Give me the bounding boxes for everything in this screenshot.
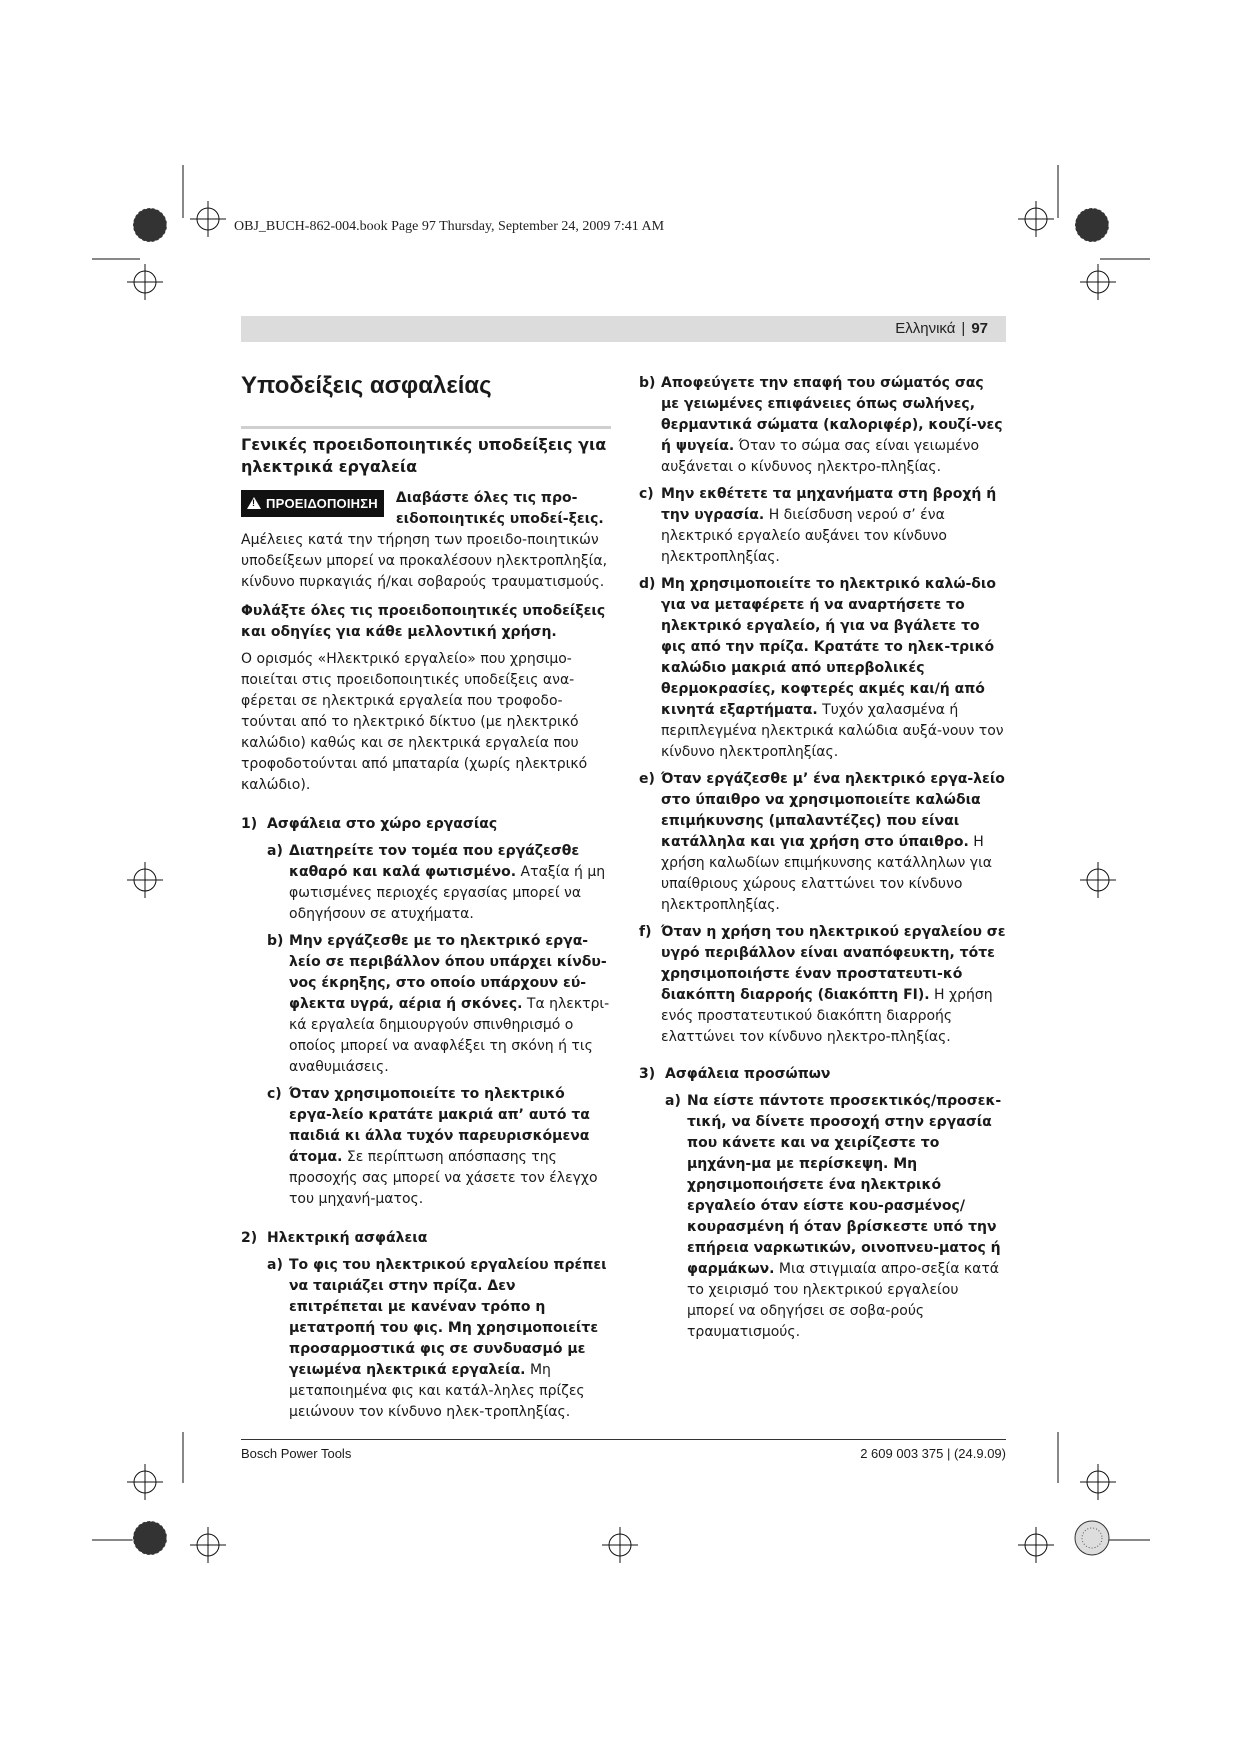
item-bold: Μη χρησιμοποιείτε το ηλεκτρικό καλώ-διο για να μεταφέρετε ή να αναρτήσετε το ηλεκτρικό εργαλείο, ή για να βγάλετε το φις από την πρίζα. Κρατάτε το ηλεκ-τρικό καλώδιο μακριά από υπερβολικές θερμοκρασίες, κοφτερές ακμές και/ή από κινητά εξαρτήματα. <box>661 576 997 718</box>
item-label: b) <box>267 933 284 949</box>
section-title: Ασφάλεια προσώπων <box>665 1066 831 1082</box>
item-label: b) <box>639 375 656 391</box>
item-text: Μη μεταποιημένα φις και κατάλ-ληλες πρίζες μειώνουν τον κίνδυνο ηλεκ-τροπληξίας. <box>289 1362 585 1420</box>
warning-badge-label: ΠΡΟΕΙΔΟΠΟΙΗΣΗ <box>266 496 378 511</box>
page-header-text <box>895 320 988 337</box>
item-label: a) <box>267 1257 283 1273</box>
item-bold: Το φις του ηλεκτρικού εργαλείου πρέπει να ταιριάζει στην πρίζα. Δεν επιτρέπεται με κανέναν τρόπο η μετατροπή του φις. Μη χρησιμοποιείτε προσαρμοστικά φις σε συνδυασμό με γειωμένα ηλεκτρικά εργαλεία. <box>289 1257 607 1378</box>
page-title: Υποδείξεις ασφαλείας <box>241 372 492 399</box>
warning-text: Αμέλειες κατά την τήρηση των προειδο-ποιητικών υποδείξεων μπορεί να προκαλέσουν ηλεκτροπληξία, κίνδυνο πυρκαγιάς ή/και σοβαρούς τραυματισμούς. <box>241 532 608 590</box>
item-bold: Μην εκθέτετε τα μηχανήματα στη βροχή ή την υγρασία. <box>661 486 997 523</box>
section-subtitle: Γενικές προειδοποιητικές υποδείξεις για ηλεκτρικά εργαλεία <box>241 435 607 476</box>
item-text: Σε περίπτωση απόσπασης της προσοχής σας μπορεί να χάσετε τον έλεγχο του μηχανή-ματος. <box>289 1149 598 1207</box>
section-3-heading <box>639 1064 1006 1085</box>
item-label: e) <box>639 771 655 787</box>
item-bold: Διατηρείτε τον τομέα που εργάζεσθε καθαρό και καλά φωτισμένο. <box>289 843 580 880</box>
footer-brand: Bosch Power Tools <box>241 1446 352 1461</box>
item-label: c) <box>639 486 654 502</box>
section-2-heading <box>241 1228 611 1249</box>
page-header-bar <box>241 316 1006 342</box>
item-text: Η διείσδυση νερού σ’ ένα ηλεκτρικό εργαλείο αυξάνει τον κίνδυνο ηλεκτροπληξίας. <box>661 507 947 565</box>
section-1-heading <box>241 814 611 835</box>
list-item <box>639 373 1006 478</box>
list-item <box>267 931 611 1078</box>
list-item <box>639 769 1006 916</box>
keep-notice: Φυλάξτε όλες τις προειδοποιητικές υποδείξεις και οδηγίες για κάθε μελλοντική χρήση. <box>241 603 606 640</box>
list-item <box>267 1084 611 1210</box>
item-text: Όταν το σώμα σας είναι γειωμένο αυξάνεται ο κίνδυνος ηλεκτρο-πληξίας. <box>661 438 980 475</box>
item-text: Μια στιγμιαία απρο-σεξία κατά το χειρισμό του ηλεκτρικού εργαλείου μπορεί να οδηγήσει σε σοβα-ρούς τραυματισμούς. <box>687 1261 1000 1340</box>
item-label: d) <box>639 576 656 592</box>
item-label: f) <box>639 924 652 940</box>
footer-doc-number: 2 609 003 375 | (24.9.09) <box>860 1446 1006 1461</box>
print-info-line: OBJ_BUCH-862-004.book Page 97 Thursday, September 24, 2009 7:41 AM <box>234 219 665 234</box>
list-item <box>639 484 1006 568</box>
page-number: 97 <box>971 320 988 337</box>
list-item <box>267 841 611 925</box>
definition-paragraph: Ο ορισμός «Ηλεκτρικό εργαλείο» που χρησιμο-ποιείται στις προειδοποιητικές υποδείξεις ανα-φέρεται σε ηλεκτρικά εργαλεία που τροφοδο-τούνται από το ηλεκτρικό δίκτυο (με ηλεκτρικό καλώδιο) καθώς και σε ηλεκτρικά εργαλεία που τροφοδοτούνται από μπαταρία (χωρίς ηλεκτρικό καλώδιο). <box>241 651 588 793</box>
item-text: Η χρήση καλωδίων επιμήκυνσης κατάλληλων για υπαίθριους χώρους ελαττώνει τον κίνδυνο ηλεκτροπληξίας. <box>661 834 993 913</box>
item-text: Τα ηλεκτρι-κά εργαλεία δημιουργούν σπινθηρισμό ο οποίος μπορεί να αναφλέξει τη σκόνη ή τις αναθυμιάσεις. <box>289 996 610 1075</box>
list-item <box>665 1091 1006 1343</box>
section-number: 3) <box>639 1066 656 1082</box>
section-number: 1) <box>241 816 258 832</box>
header-separator: | <box>961 320 966 337</box>
item-bold: Μην εργάζεσθε με το ηλεκτρικό εργα-λείο σε περιβάλλον όπου υπάρχει κίνδυ-νος έκρηξης, στο οποίο υπάρχουν εύ-φλεκτα υγρά, αέρια ή σκόνες. <box>289 933 607 1012</box>
warning-badge <box>241 490 384 517</box>
item-text: Τυχόν χαλασμένα ή περιπλεγμένα ηλεκτρικά καλώδια αυξά-νουν τον κίνδυνο ηλεκτροπληξίας. <box>661 702 1004 760</box>
list-item <box>267 1255 611 1423</box>
warning-bold-text: Διαβάστε όλες τις προ-ειδοποιητικές υποδεί-ξεις. <box>395 490 604 527</box>
item-label: a) <box>665 1093 681 1109</box>
item-bold: Όταν εργάζεσθε μ’ ένα ηλεκτρικό εργα-λείο στο ύπαιθρο να χρησιμοποιείτε καλώδια επιμήκυνσης (μπαλαντέζες) που είναι κατάλληλα και για χρήση στο ύπαιθρο. <box>661 771 1005 850</box>
list-item <box>639 574 1006 763</box>
list-item <box>639 922 1006 1048</box>
item-bold: Να είστε πάντοτε προσεκτικός/προσεκ-τική, να δίνετε προσοχή στην εργασία που κάνετε και να χειρίζεστε το μηχάνη-μα με περίσκεψη. Μη χρησιμοποιήσετε ένα ηλεκτρικό εργαλείο όταν είστε κου-ρασμένος/κουρασμένη ή όταν βρίσκεστε υπό την επήρεια ναρκωτικών, οινοπνευ-ματος ή φαρμάκων. <box>687 1093 1002 1277</box>
item-bold: Αποφεύγετε την επαφή του σώματός σας με γειωμένες επιφάνειες όπως σωλήνες, θερμαντικά σώματα (καλοριφέρ), κουζί-νες ή ψυγεία. <box>661 375 1003 454</box>
warning-triangle-icon <box>247 497 261 509</box>
item-text: Αταξία ή μη φωτισμένες περιοχές εργασίας μπορεί να οδηγήσουν σε ατυχήματα. <box>289 864 606 922</box>
section-title: Ασφάλεια στο χώρο εργασίας <box>267 816 498 832</box>
item-label: c) <box>267 1086 282 1102</box>
warning-block <box>241 488 611 593</box>
header-language: Ελληνικά <box>895 320 956 337</box>
section-number: 2) <box>241 1230 258 1246</box>
item-bold: Όταν η χρήση του ηλεκτρικού εργαλείου σε υγρό περιβάλλον είναι αναπόφευκτη, τότε χρησιμοποιήστε έναν προστατευτι-κό διακόπτη διαρροής (διακόπτη FI). <box>661 924 1006 1003</box>
section-title: Ηλεκτρική ασφάλεια <box>267 1230 428 1246</box>
item-text: Η χρήση ενός προστατευτικού διακόπτη διαρροής ελαττώνει τον κίνδυνο ηλεκτρο-πληξίας. <box>661 987 993 1045</box>
left-column <box>241 372 611 1429</box>
item-label: a) <box>267 843 283 859</box>
right-column <box>639 373 1006 1349</box>
subtitle-rule <box>241 426 611 429</box>
item-bold: Όταν χρησιμοποιείτε το ηλεκτρικό εργα-λείο κρατάτε μακριά απ’ αυτό τα παιδιά κι άλλα τυχόν παρευρισκόμενα άτομα. <box>289 1086 590 1165</box>
footer-rule <box>241 1439 1006 1440</box>
